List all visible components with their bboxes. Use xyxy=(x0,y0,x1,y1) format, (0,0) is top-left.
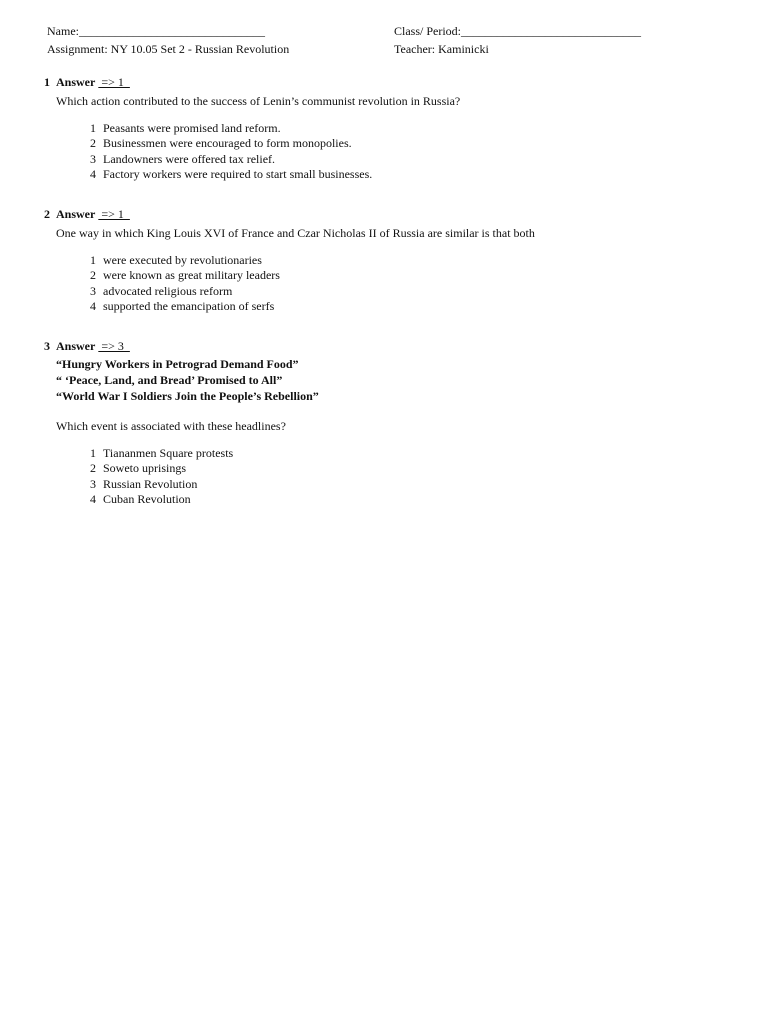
answer-value: => 1 xyxy=(98,207,130,221)
choice-list xyxy=(90,253,744,314)
choice-text: Cuban Revolution xyxy=(103,491,191,506)
choice-text: Factory workers were required to start small businesses. xyxy=(103,166,373,181)
question-3 xyxy=(44,339,744,507)
choice-text: Businessmen were encouraged to form monopolies. xyxy=(103,136,352,151)
name-field xyxy=(47,24,265,39)
name-label: Name: xyxy=(47,24,79,38)
teacher-name: Teacher: Kaminicki xyxy=(394,42,489,56)
answer-line xyxy=(44,207,744,222)
choice-item xyxy=(90,446,744,461)
choice-list xyxy=(90,446,744,507)
choice-item xyxy=(90,253,744,268)
choice-number: 3 xyxy=(90,476,96,491)
choice-item xyxy=(90,152,744,167)
choice-number: 3 xyxy=(90,283,96,298)
question-number: 2 xyxy=(44,207,50,221)
headline: “Hungry Workers in Petrograd Demand Food” xyxy=(56,357,299,371)
headline: “ ‘Peace, Land, and Bread’ Promised to All” xyxy=(56,373,283,387)
headline-list xyxy=(56,357,744,405)
choice-text: Russian Revolution xyxy=(103,476,198,491)
class-period-field xyxy=(394,24,641,39)
choice-number: 2 xyxy=(90,268,96,283)
answer-label: Answer xyxy=(56,207,96,221)
answer-label: Answer xyxy=(56,75,96,89)
question-number: 3 xyxy=(44,339,50,353)
choice-item xyxy=(90,492,744,507)
choice-item xyxy=(90,167,744,182)
choice-number: 1 xyxy=(90,253,96,267)
headline: “World War I Soldiers Join the People’s Rebellion” xyxy=(56,389,319,403)
answer-value: => 1 xyxy=(98,75,130,89)
choice-number: 1 xyxy=(90,446,96,460)
answer-label: Answer xyxy=(56,339,96,353)
question-number: 1 xyxy=(44,75,50,89)
question-1 xyxy=(44,75,744,182)
choice-text: were known as great military leaders xyxy=(103,268,280,283)
answer-line xyxy=(44,339,744,354)
choice-number: 4 xyxy=(90,166,96,181)
choice-number: 4 xyxy=(90,298,96,313)
choice-text: Landowners were offered tax relief. xyxy=(103,151,276,166)
question-text: Which action contributed to the success of Lenin’s communist revolution in Russia? xyxy=(56,94,461,108)
choice-text: supported the emancipation of serfs xyxy=(103,298,275,313)
choice-number: 2 xyxy=(90,136,96,151)
choice-item xyxy=(90,477,744,492)
choice-number: 1 xyxy=(90,121,96,135)
choice-list xyxy=(90,121,744,182)
choice-item xyxy=(90,284,744,299)
choice-text: Peasants were promised land reform. xyxy=(103,121,281,135)
name-blank: _______________________________ xyxy=(79,24,265,38)
class-period-label: Class/ Period: xyxy=(394,24,462,38)
question-2 xyxy=(44,207,744,314)
choice-number: 3 xyxy=(90,151,96,166)
question-text: Which event is associated with these headlines? xyxy=(56,419,286,433)
assignment-title: Assignment: NY 10.05 Set 2 - Russian Revolution xyxy=(47,42,290,56)
choice-item xyxy=(90,136,744,151)
class-period-blank: ______________________________ xyxy=(461,24,642,38)
choice-text: advocated religious reform xyxy=(103,283,233,298)
choice-item xyxy=(90,299,744,314)
answer-value: => 3 xyxy=(98,339,130,353)
choice-text: Soweto uprisings xyxy=(103,461,187,476)
answer-line xyxy=(44,75,744,90)
choice-text: were executed by revolutionaries xyxy=(103,253,262,267)
choice-item xyxy=(90,268,744,283)
choice-number: 4 xyxy=(90,491,96,506)
question-text: One way in which King Louis XVI of France and Czar Nicholas II of Russia are similar is that both xyxy=(56,226,535,240)
choice-item xyxy=(90,121,744,136)
choice-item xyxy=(90,461,744,476)
choice-text: Tiananmen Square protests xyxy=(103,446,234,460)
choice-number: 2 xyxy=(90,461,96,476)
